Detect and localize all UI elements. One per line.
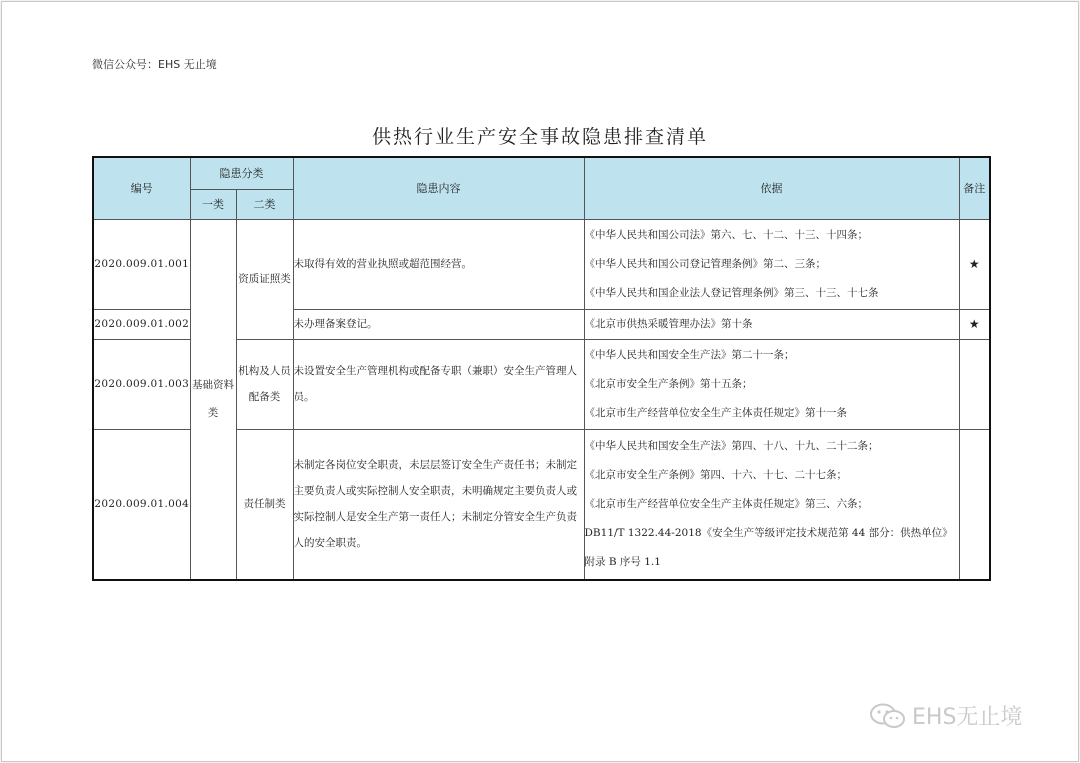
table-row <box>93 219 990 309</box>
basis-line: 《中华人民共和国安全生产法》第二十一条； <box>584 348 795 361</box>
row-remark <box>959 429 990 580</box>
row-remark <box>959 339 990 429</box>
header-category: 隐患分类 <box>190 157 293 189</box>
row-basis <box>584 309 959 339</box>
document-title: 供热行业生产安全事故隐患排查清单 <box>371 126 708 148</box>
watermark <box>868 700 1022 731</box>
basis-line: 附录 B 序号 1.1 <box>584 555 661 568</box>
category1-cell <box>190 219 236 580</box>
row-code: 2020.009.01.003 <box>93 339 190 429</box>
header-code: 编号 <box>93 157 190 219</box>
basis-line: 《北京市生产经营单位安全生产主体责任规定》第三、六条； <box>584 497 868 510</box>
row-remark-star: ★ <box>959 309 990 339</box>
basis-line: 《北京市安全生产条例》第十五条； <box>584 377 753 390</box>
basis-line: 《中华人民共和国公司登记管理条例》第二、三条； <box>584 257 826 270</box>
row-content: 未制定各岗位安全职责，未层层签订安全生产责任书；未制定主要负责人或实际控制人安全职责，未明确规定主要负责人或实际控制人是安全生产第一责任人；未制定分管安全生产负责人的安全职责。 <box>293 429 584 580</box>
row-content: 未设置安全生产管理机构或配备专职（兼职）安全生产管理人员。 <box>293 339 584 429</box>
header-content: 隐患内容 <box>293 157 584 219</box>
row-code: 2020.009.01.001 <box>93 219 190 309</box>
row-cat2: 责任制类 <box>236 429 293 580</box>
header-basis: 依据 <box>584 157 959 219</box>
row-content: 未办理备案登记。 <box>293 309 584 339</box>
row-cat2: 机构及人员配备类 <box>236 339 293 429</box>
basis-line: 《中华人民共和国企业法人登记管理条例》第三、十三、十七条 <box>584 286 879 299</box>
row-code: 2020.009.01.002 <box>93 309 190 339</box>
row-cat2: 资质证照类 <box>236 219 293 339</box>
row-basis <box>584 339 959 429</box>
watermark-text: EHS无止境 <box>912 705 1023 730</box>
basis-line: 《北京市生产经营单位安全生产主体责任规定》第十一条 <box>584 406 847 419</box>
header-cat2: 二类 <box>236 189 293 219</box>
header-row-1 <box>93 157 990 189</box>
basis-line: DB11/T 1322.44-2018《安全生产等级评定技术规范第 44 部分：供热单位》 <box>584 526 953 539</box>
basis-line: 《北京市安全生产条例》第四、十六、十七、二十七条； <box>584 468 847 481</box>
header-remark: 备注 <box>959 157 990 219</box>
row-basis <box>584 429 959 580</box>
hazard-checklist-table <box>92 156 991 581</box>
row-remark-star: ★ <box>959 219 990 309</box>
category1-label: 基础资料类 <box>192 379 234 420</box>
row-code: 2020.009.01.004 <box>93 429 190 580</box>
wechat-icon <box>868 702 908 730</box>
basis-line: 《北京市供热采暖管理办法》第十条 <box>584 318 753 330</box>
header-cat1: 一类 <box>190 189 236 219</box>
row-content: 未取得有效的营业执照或超范围经营。 <box>293 219 584 309</box>
header-note: 微信公众号：EHS 无止境 <box>92 58 217 71</box>
basis-line: 《中华人民共和国公司法》第六、七、十二、十三、十四条； <box>584 228 868 241</box>
row-basis <box>584 219 959 309</box>
basis-line: 《中华人民共和国安全生产法》第四、十八、十九、二十二条； <box>584 439 879 452</box>
